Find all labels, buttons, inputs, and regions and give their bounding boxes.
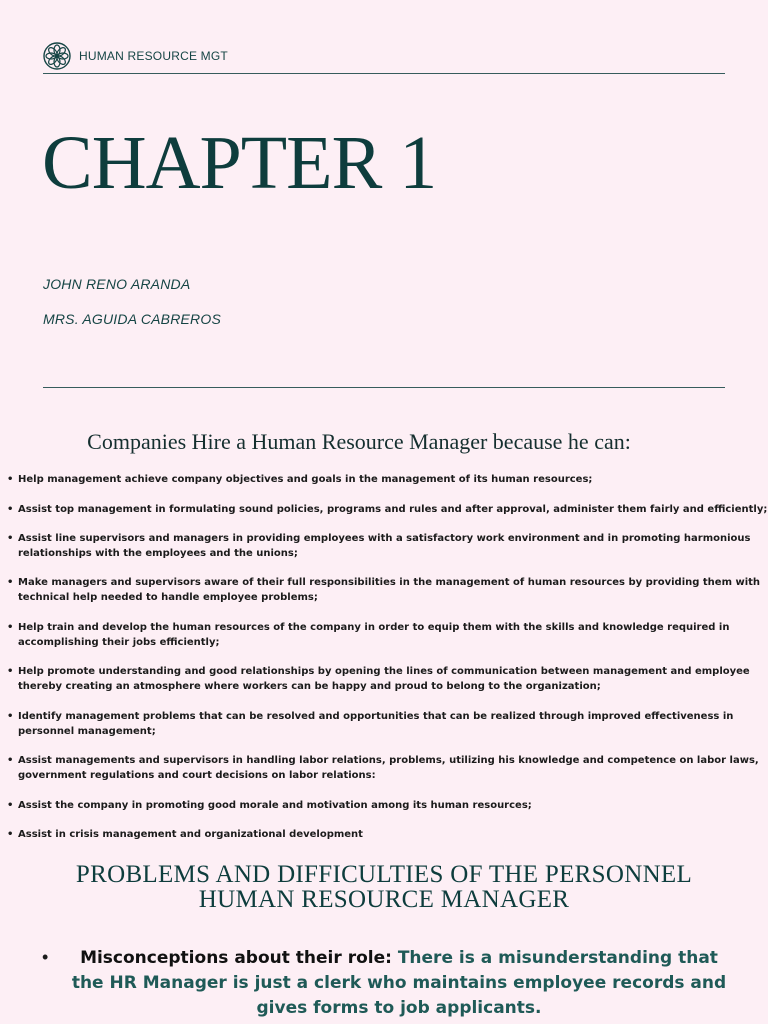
top-divider — [43, 73, 725, 74]
list-item: • Assist in crisis management and organizational development — [7, 829, 363, 840]
mandala-logo-icon — [43, 42, 71, 70]
list-item: • Identify management problems that can be resolved and opportunities that can be realized through improved effectiveness in personnel management; — [7, 711, 734, 737]
chapter-title: CHAPTER 1 — [42, 121, 437, 205]
problem-term: Misconceptions about their role: — [80, 948, 392, 968]
list-item: • Assist top management in formulating sound policies, programs and rules and after approval, administer them fairly and efficiently; — [7, 504, 768, 515]
list-item: • Assist line supervisors and managers in providing employees with a satisfactory work environment and in promoting harmonious relationships with the employees and the unions; — [7, 533, 751, 559]
list-item: • Help promote understanding and good relationships by opening the lines of communication between management and employee thereby creating an atmosphere where workers can be happy and proud to belong to the organization; — [7, 666, 750, 692]
problems-heading-line-2: HUMAN RESOURCE MANAGER — [198, 886, 570, 913]
middle-divider — [43, 387, 725, 388]
bullet-icon: • — [42, 947, 49, 967]
list-item: • Assist managements and supervisors in handling labor relations, problems, utilizing his knowledge and competence on labor laws, government regulations and court decisions on labor relations: — [7, 755, 759, 781]
list-item: • Help management achieve company objectives and goals in the management of its human resources; — [7, 474, 593, 485]
section-heading: Companies Hire a Human Resource Manager because he can: — [87, 429, 631, 454]
problems-heading-line-1: PROBLEMS AND DIFFICULTIES OF THE PERSONNEL — [75, 861, 693, 888]
list-item: • Help train and develop the human resources of the company in order to equip them with the skills and knowledge required in accomplishing their jobs efficiently; — [7, 622, 730, 648]
problems-heading — [0, 862, 768, 912]
list-item: • Make managers and supervisors aware of their full responsibilities in the management of human resources by providing them with technical help needed to handle employee problems; — [7, 577, 761, 603]
page-header — [43, 42, 228, 70]
brand-name: HUMAN RESOURCE MGT — [79, 49, 228, 63]
problem-item — [64, 946, 734, 1021]
problem-description: There is a misunderstanding that the HR Manager is just a clerk who maintains employee records and gives forms to job applicants. — [71, 948, 727, 1018]
list-item: • Assist the company in promoting good morale and motivation among its human resources; — [7, 800, 532, 811]
instructor-name: MRS. AGUIDA CABREROS — [43, 311, 221, 327]
author-name: JOHN RENO ARANDA — [43, 276, 191, 292]
